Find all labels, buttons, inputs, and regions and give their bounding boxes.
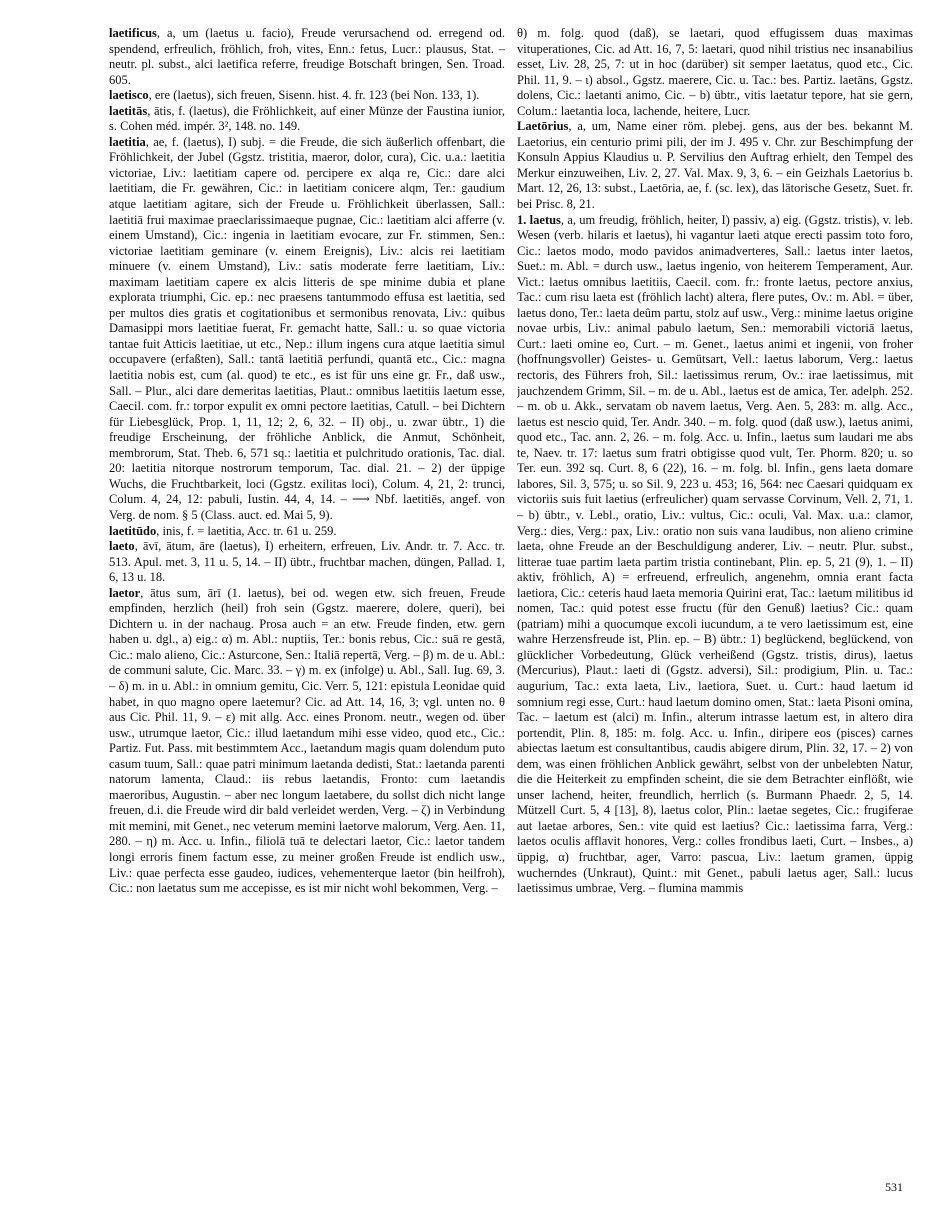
entry-body: , a, um freudig, fröhlich, heiter, I) passiv, a) eig. (Ggstz. tristis), v. leb. Wesen (verb. hilaris et laetus), hi vagantur laeti atque erecti passim toto foro, Cic.: laetos modo, modo pavidos animadverteres, Sall.: laetus inter laetos, Suet.: m. Abl. = durch usw., laetus ingenio, von heiterem Temperament, Aur. Vict.: laetus omnibus laetitiis, Caecil. com. fr.: fronte laetus, pectore anxius, Tac.: cum risu laeta est (fröhlich lacht) altera, flere putes, Ov.: m. Abl. = über, laetus dono, Ter.: laeta deûm partu, stolz auf usw., Verg.: minime laetus origine novae urbis, Liv.: animal pabulo laetum, Sen.: memorabili victoriā laetus, Curt.: laeti omine eo, Curt. – m. Genet., laetus animi et ingenii, von froher (hoffnungsvoller) Geistes- u. Gemütsart, Vell.: laetus laborum, Verg.: laetus rectoris, des Führers froh, Sil.: laetissimus rerum, Ov.: irae laetissimus, mit jauchzendem Grimm, Sil. – m. de u. Abl., laetus est de amica, Ter. adelph. 252. – m. ob u. Akk., servatam ob navem laetus, Verg. Aen. 5, 283: m. allg. Acc., laetus est nescio quid, Ter. Andr. 340. – m. folg. quod (daß usw.), laetus animi, quod etc., Tac. ann. 2, 26. – m. folg. Acc. u. Infin., laetus sum laudari me abs te, Naev. tr. 17: laetus sum fratri obtigisse quod vult, Ter. Phorm. 820; u. so Ter. eun. 392 sq. Curt. 8, 6 (22), 16. – m. folg. bl. Infin., gens laeta domare labores, Sil. 3, 575; u. so Sil. 9, 223 u. 453; 16, 564: nec Caesari quidquam ex victoriis suis fuit laetius (erfreulicher) quam servasse Corvinum, Vell. 2, 71, 1. – b) übtr., v. Lebl., oratio, Liv.: vultus, Cic.: oculi, Val. Max. u.a.: clamor, Verg.: dies, Verg.: pax, Liv.: oratio non suis vana laudibus, non alieno crimine laeta, ohne Freude an der Beschuldigung anderer, Liv. – neutr. Plur. subst., litterae tuae partim laeta partim tristia continebant, Plin. ep. 5, 21 (9), 1. – II) aktiv, fröhlich, A) = erfreuend, erfreulich, angenehm, omnia erant facta laetiora, Cic.: ceteris haud laeta memoria Quirini erat, Tac.: laetum militibus id nomen, Tac.: quid potest esse fructu (für den Genuß) laetius? Cic.: quam (patriam) mihi a quocumque excoli iucundum, a te vero laetissimum est, eine wahre Herzensfreude ist, Plin. ep. – B) übtr.: 1) beglückend, beglückend, von glücklicher Vorbedeutung, Glück verheißend (Ggstz. tristis, dirus), laetus (Mercurius), Plaut.: laeti di (Ggstz. adversi), Sil.: prodigium, Plin. u. Tac.: augurium, Tac.: exta laeta, Liv., laetiora, Suet. u. Curt.: haud laetum id somnium regi esse, Curt.: haud laetum domino omen, Stat.: laeta Pisoni omina, Tac. – laetum est (alci) m. Infin., alterum intrasse laetum est, in altero dira portendit, Plin. 8, 185: m. folg. Acc. u. Infin., diripere eos (pisces) carnes abiectas laetum est consultantibus, caudis abigere dirum, Plin. 32, 17. – 2) von dem, was einen fröhlichen Anblick gewährt, selbst von der unbelebten Natur, die die Heiterkeit zu empfinden scheint, die sie dem Betrachter einflößt, wie unser lachend, heiter, freundlich, herrlich (s. Burmann Phaedr. 2, 5, 14. Mützell Curt. 5, 4 [13], 8), laetus color, Plin.: laetae segetes, Cic.: frugiferae aut laetae arbores, Sen.: vite quid est laetius? Cic.: laetissima farra, Verg.: laetos oculis afflavit honores, Verg.: colles frondibus laeti, Curt. – Insbes., a) üppig, α) fruchtbar, ager, Varro: pascua, Liv.: laetum gramen, üppig wucherndes (Unkraut), Quint.: mit Genet., pabuli laetus ager, Sall.: lucus laetissimus umbrae, Verg. – flumina mammis [517,212,913,896]
entry-headword: laeto [109,539,135,554]
entry-body: , inis, f. = laetitia, Acc. tr. 61 u. 259. [156,523,337,538]
entry [517,213,913,897]
entry [109,524,505,540]
entry-headword: laetitās [109,103,148,118]
entry-headword: 1. laetus [517,212,561,227]
page-number: 531 [885,1180,903,1194]
entry [109,539,505,586]
entry-body: , ātis, f. (laetus), die Fröhlichkeit, auf einer Münze der Faustina iunior, s. Cohen méd. impér. 3², 148. no. 149. [109,103,505,134]
entry-headword: laetitia [109,134,146,149]
entry-body: , ātus sum, ārī (1. laetus), bei od. wegen etw. sich freuen, Freude empfinden, herzlich (heil) froh sein (Ggstz. maerere, dolere, queri), bei Dichtern u. in der nachaug. Prosa auch = an etw. Freude finden, etw. gern haben u. dgl., a) eig.: α) m. Abl.: nuptiis, Ter.: bonis rebus, Cic.: suā re gestā, Cic.: malo alieno, Cic.: Asturcone, Sen.: Italiā repertā, Verg. – β) m. de u. Abl.: de communi salute, Cic. Marc. 33. – γ) m. ex (infolge) u. Abl., Sall. Iug. 69, 3. – δ) m. in u. Abl.: in omnium gemitu, Cic. Verr. 5, 121: epistula Leonidae quid habet, in quo magno opere laetemur? Cic. ad Att. 14, 16, 3; vgl. unten no. θ aus Cic. Phil. 11, 9. – ε) mit allg. Acc. eines Pronom. neutr., wegen od. über usw., utrumque laetor, Cic.: illud laetandum mihi esse video, quod etc., Cic.: Partiz. Fut. Pass. mit bestimmtem Acc., laetandum magis quam dolendum puto casum tuum, Sall.: quae patri minimum laetanda dedisti, Stat.: laetanda parenti natorum lamenta, Claud.: iis rebus laetandis, Fronto: cum laetandis maeroribus, Augustin. – aber nec longum laetabere, du sollst dich nicht lange freuen, d.i. die Freude wird dir bald verleidet werden, Verg. – ζ) in Verbindung mit memini, mit Genet., nec veterum memini laetorve malorum, Verg. Aen. 11, 280. – η) m. Acc. u. Infin., filiolā tuā te delectari laetor, Cic.: laetor tandem longi erroris finem factum esse, zu meiner großen Freude ist endlich usw., Liv.: quae perfecta esse gaudeo, iudices, vehementerque laetor (bin heilfroh), Cic.: non laetatus sum me accepisse, es ist mir nicht wohl bekommen, Verg. – [109,585,505,896]
entry-body: , ae, f. (laetus), I) subj. = die Freude, die sich äußerlich offenbart, die Fröhlichkeit, der Jubel (Ggstz. tristitia, maeror, dolor, cura), Cic. u.a.: laetitia victoriae, Liv.: laetitiam capere od. percipere ex alqa re, Cic.: dare alci laetitiam, die Fr. gewähren, Cic.: in laetitiam conicere alqm, Ter.: gaudium atque laetitiam agitare, sich der Freude u. Fröhlichkeit überlassen, Sall.: laetitiā frui maximae praeclarissimaeque pugnae, Cic.: laetitiam alci afferre (v. einem Umstand), Cic.: ingenia in laetitiam evocare, zur Fr. stimmen, Sen.: victoriae laetitiam geminare (v. einem Ereignis), Liv.: alcis rei laetitiam minuere (v. einem Umstand), Liv.: satis moderate ferre laetitiam, Liv.: maximam laetitiam capere ex alcis litteris de spe minime dubia et plane explorata triumphi, Cic. ep.: nec praesens tantummodo effusa est laetitia, sed per multos dies gratis et cogitationibus et sermonibus renovata, Liv.: quibus Damasippi mors laetitiae fuerat, Fr. gemacht hatte, Sall.: u. so quae victoria tantae fuit Atticis laetitiae, ut etc., Nep.: illum ingens cura atque laetitia simul occupavere (erfaßten), Sall.: tantā laetitiā perfundi, quantā etc., Cic.: magna laetitia nobis est, cum (al. quod) te etc., es ist für uns eine gr. Fr., daß usw., Sall. – Plur., alci dare demeritas laetitias, Plaut.: omnibus laetitiis laetum esse, Caecil. com. fr.: torpor expulit ex omni pectore laetitias, Catull. – bei Dichtern für Liebesglück, Prop. 1, 11, 12; 2, 6, 32. – II) obj., u. zwar übtr., 1) die freudige Erscheinung, der fröhliche Anblick, die Anmut, Schönheit, membrorum, Stat. Theb. 6, 571 sq.: laetitia et pulchritudo orationis, Tac. dial. 20: laetitia nitorque nostrorum temporum, Tac. dial. 21. – 2) der üppige Wuchs, die Fruchtbarkeit, loci (Ggstz. exilitas loci), Colum. 4, 21, 2: trunci, Colum. 4, 24, 12: pabuli, Iustin. 44, 4, 14. – ⟶ Nbf. laetitiēs, angef. von Verg. de nom. § 5 (Class. auct. ed. Mai 5, 9). [109,134,505,522]
entry-body: , a, um (laetus u. facio), Freude verursachend od. erregend od. spendend, erfreulich, fröhlich, froh, vites, Enn.: fetus, Lucr.: plausus, Stat. – neutr. pl. subst., alci laetifica referre, freudige Botschaft bringen, Sen. Troad. 605. [109,26,505,87]
entry-headword: laetitūdo [109,523,157,538]
left-column [109,26,505,1178]
entry-headword: laetisco [109,88,149,103]
entry-body: , a, um, Name einer röm. plebej. gens, aus der bes. bekannt M. Laetorius, ein centurio primi pili, der im J. 495 v. Chr. zur Beschimpfung der Konsuln Appius Klaudius u. P. Servilius den Auftrag erhielt, den Tempel des Merkur einzuweihen, Liv. 2, 27. Val. Max. 9, 3, 6. – ein Geizhals Laetorius b. Mart. 12, 26, 13: subst., Laetōria, ae, f. (sc. lex), das lätorische Gesetz, Suet. fr. bei Prisc. 8, 21. [517,119,913,212]
entry [109,586,505,897]
entry-body: , āvī, ātum, āre (laetus), I) erheitern, erfreuen, Liv. Andr. tr. 7. Acc. tr. 513. Apul. met. 3, 11 u. 5, 14. – II) übtr., fruchtbar machen, düngen, Pallad. 1, 6, 13 u. 18. [109,539,505,585]
entry [109,88,505,104]
entry-headword: laetor [109,585,141,600]
entry [517,26,913,119]
entry-body: θ) m. folg. quod (daß), se laetari, quod effugissem duas maximas vituperationes, Cic. ad Att. 16, 7, 5: laetari, quod nihil tristius nec insanabilius esset, Liv. 28, 25, 7: ut in hoc (darüber) sit semper laetatus, quod etc., Cic. Phil. 11, 9. – ι) absol., Ggstz. maerere, Cic. u. Tac.: bes. Partiz. laetāns, Ggstz. dolens, Cic.: laetanti animo, Cic. – b) übtr., vitis laetatur tepore, hat sie gern, Colum.: laetantia loca, lachende, heitere, Lucr. [517,26,913,118]
entry-headword: laetificus [109,26,157,40]
entry [517,119,913,212]
entry-body: , ere (laetus), sich freuen, Sisenn. hist. 4. fr. 123 (bei Non. 133, 1). [148,88,480,103]
right-column [517,26,913,1178]
entry-headword: Laetōrius [517,119,569,134]
entry [109,26,505,88]
entry [109,104,505,135]
entry [109,135,505,524]
